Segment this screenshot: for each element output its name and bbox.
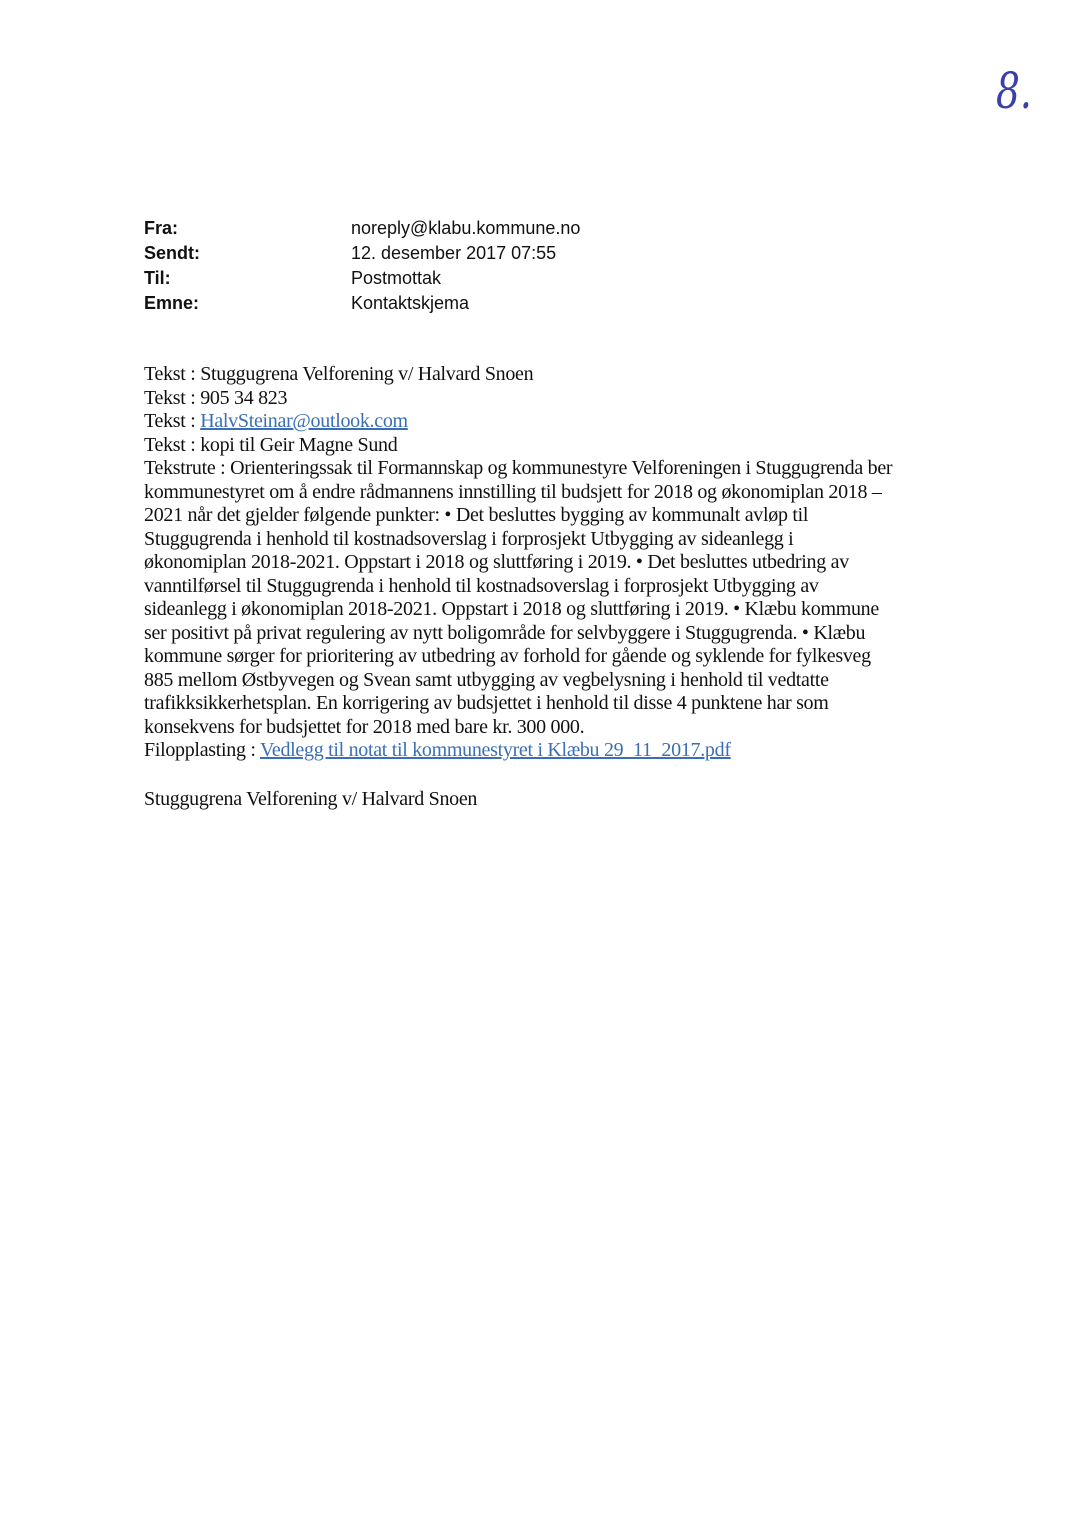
message-line: økonomiplan 2018-2021. Oppstart i 2018 og sluttføring i 2019. • Det besluttes utbedring av bbox=[144, 551, 849, 573]
copy-value: kopi til Geir Magne Sund bbox=[200, 433, 398, 456]
message-line: Tekstrute : Orienteringssak til Formannskap og kommunestyre Velforeningen i Stuggugrenda ber bbox=[144, 457, 893, 479]
from-label: Fra: bbox=[144, 218, 179, 238]
subject-value: Kontaktskjema bbox=[351, 293, 470, 313]
phone-value: 905 34 823 bbox=[200, 386, 288, 409]
message-line: konsekvens for budsjettet for 2018 med bare kr. 300 000. bbox=[144, 715, 585, 738]
field-label: Tekst : bbox=[144, 410, 201, 432]
message-line: 885 mellom Østbyvegen og Svean samt utbygging av vegbelysning i henhold til vedtatte bbox=[144, 668, 829, 691]
handwritten-page-number: 8. bbox=[996, 62, 1032, 120]
sent-value: 12. desember 2017 07:55 bbox=[351, 243, 557, 263]
to-label: Til: bbox=[144, 268, 171, 288]
message-line: sideanlegg i økonomiplan 2018-2021. Oppstart i 2018 og sluttføring i 2019. • Klæbu kommune bbox=[144, 598, 879, 620]
message-line: trafikksikkerhetsplan. En korrigering av budsjettet i henhold til disse 4 punktene har som bbox=[144, 692, 829, 714]
message-line: kommunestyret om å endre rådmannens innstilling til budsjett for 2018 og økonomiplan 2018 – bbox=[144, 480, 882, 503]
name-value: Stuggugrena Velforening v/ Halvard Snoen bbox=[200, 363, 534, 385]
upload-line bbox=[144, 739, 892, 763]
to-value: Postmottak bbox=[351, 268, 442, 288]
subject-label: Emne: bbox=[144, 293, 200, 313]
message-line: Stuggugrenda i henhold til kostnadsoverslag i forprosjekt Utbygging av sideanlegg i bbox=[144, 527, 794, 550]
email-link[interactable]: HalvSteinar@outlook.com bbox=[200, 410, 408, 432]
phone-line bbox=[144, 387, 892, 411]
signature: Stuggugrena Velforening v/ Halvard Snoen bbox=[144, 788, 478, 810]
email-line bbox=[144, 410, 892, 434]
sent-label: Sendt: bbox=[144, 243, 200, 263]
message-line: 2021 når det gjelder følgende punkter: • Det besluttes bygging av kommunalt avløp til bbox=[144, 504, 809, 526]
field-label: Tekst : bbox=[144, 386, 201, 409]
copy-line bbox=[144, 434, 892, 458]
name-line bbox=[144, 363, 892, 387]
message-line: ser positivt på privat regulering av nytt boligområde for selvbyggere i Stuggugrenda. • Klæbu bbox=[144, 621, 866, 644]
from-value: noreply@klabu.kommune.no bbox=[351, 218, 581, 238]
attachment-link[interactable]: Vedlegg til notat til kommunestyret i Klæbu 29_11_2017.pdf bbox=[259, 739, 731, 761]
field-label: Tekst : bbox=[144, 433, 201, 456]
message-line: kommune sørger for prioritering av utbedring av forhold for gående og syklende for fylkesveg bbox=[144, 645, 871, 667]
upload-label: Filopplasting : bbox=[144, 739, 260, 761]
message-line: vanntilførsel til Stuggugrenda i henhold til kostnadsoverslag i forprosjekt Utbygging av bbox=[144, 574, 819, 597]
message-body bbox=[144, 363, 892, 763]
field-label: Tekst : bbox=[144, 363, 201, 385]
